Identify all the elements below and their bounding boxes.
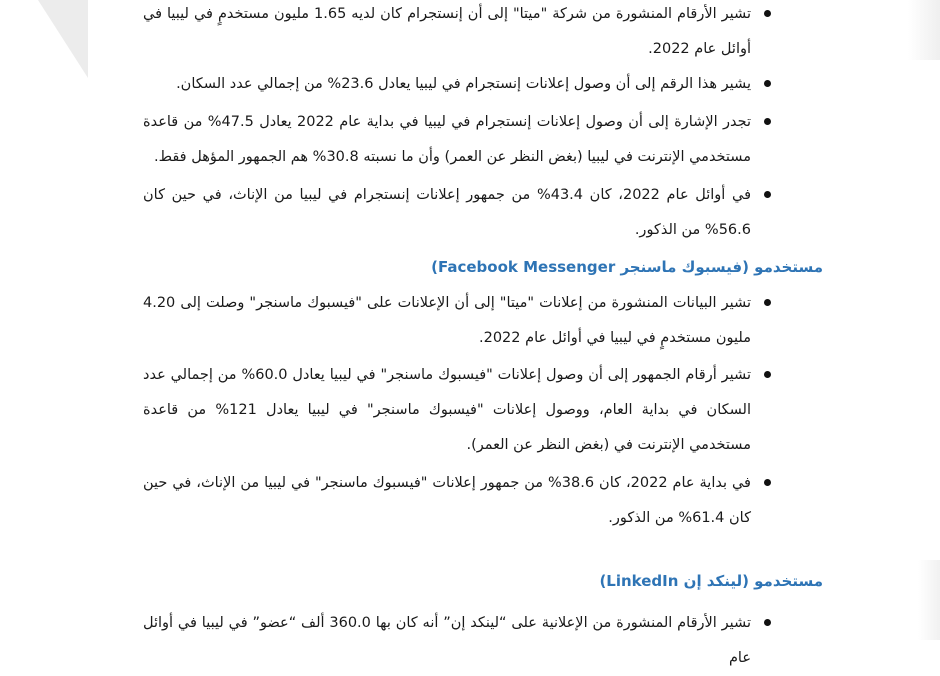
item-text: تشير البيانات المنشورة من إعلانات "ميتا" إلى أن الإعلانات على "فيسبوك ماسنجر" وصلت إلى 4.20 مليون مستخدمٍ في ليبيا في أوائل عام 2022. [143,295,751,346]
list-item [143,466,751,536]
section-heading-messenger: مستخدمو (فيسبوك ماسنجر Facebook Messenger) [431,258,823,276]
bullet-icon [764,299,771,306]
item-text: تجدر الإشارة إلى أن وصول إعلانات إنستجرام في ليبيا في بداية عام 2022 يعادل 47.5% من قاعدة مستخدمي الإنترنت في ليبيا (بغض النظر عن العمر) وأن ما نسبته 30.8% هم الجمهور المؤهل فقط. [143,114,751,165]
decorative-shape-left [38,0,88,78]
list-item [143,178,751,248]
list-item [143,0,751,67]
bullet-icon [764,118,771,125]
bullet-icon [764,619,771,626]
list-item [143,105,751,175]
bullet-icon [764,10,771,17]
item-text: يشير هذا الرقم إلى أن وصول إعلانات إنستجرام في ليبيا يعادل 23.6% من إجمالي عدد السكان. [176,76,751,92]
bullet-icon [764,80,771,87]
decorative-shape-right [908,0,940,60]
decorative-shape-right-bottom [918,560,940,640]
bullet-icon [764,371,771,378]
item-text: تشير الأرقام المنشورة من شركة "ميتا" إلى أن إنستجرام كان لديه 1.65 مليون مستخدمٍ في ليبيا في أوائل عام 2022. [143,6,751,57]
list-item [143,606,751,676]
list-item [143,286,751,356]
bullet-icon [764,191,771,198]
list-item [143,67,751,102]
list-item [143,358,751,463]
bullet-icon [764,479,771,486]
item-text: تشير الأرقام المنشورة من الإعلانية على “لينكد إن” أنه كان بها 360.0 ألف “عضو” في ليبيا في أوائل عام [143,615,751,666]
item-text: في أوائل عام 2022، كان 43.4% من جمهور إعلانات إنستجرام في ليبيا من الإناث، في حين كان 56.6% من الذكور. [143,187,751,238]
section-heading-linkedin: مستخدمو (لينكد إن LinkedIn) [599,572,823,590]
item-text: تشير أرقام الجمهور إلى أن وصول إعلانات "فيسبوك ماسنجر" في ليبيا يعادل 60.0% من إجمالي عدد السكان في بداية العام، ووصول إعلانات "فيسبوك ماسنجر" في ليبيا يعادل 121% من قاعدة مستخدمي الإنترنت في (بغض النظر عن العمر). [143,367,752,453]
item-text: في بداية عام 2022، كان 38.6% من جمهور إعلانات "فيسبوك ماسنجر" في ليبيا من الإناث، في حين كان 61.4% من الذكور. [143,475,751,526]
